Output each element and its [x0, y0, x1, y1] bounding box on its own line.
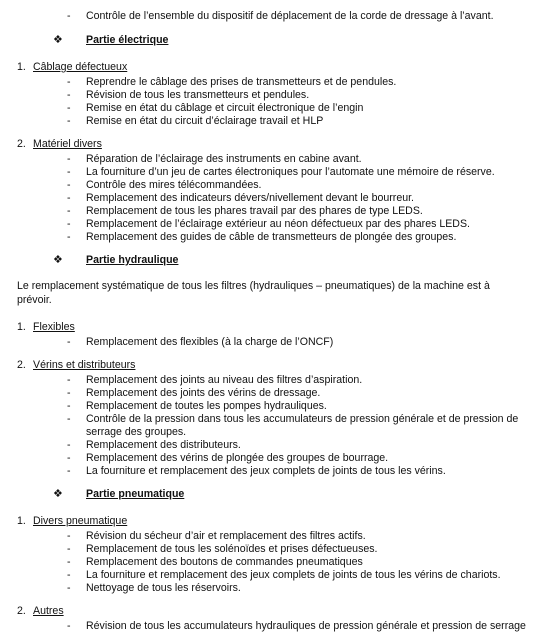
list-item: Remise en état du circuit d’éclairage travail et HLP [86, 115, 324, 127]
group-number: 2. [17, 138, 26, 150]
list-dash: - [67, 556, 71, 568]
list-dash: - [67, 166, 71, 178]
list-dash: - [67, 452, 71, 464]
list-dash: - [67, 192, 71, 204]
list-item: Remplacement des guides de câble de transmetteurs de plongée des groupes. [86, 231, 457, 243]
list-item: Révision de tous les transmetteurs et pendules. [86, 89, 310, 101]
list-item: La fourniture d’un jeu de cartes électroniques pour l’automate une mémoire de réserve. [86, 166, 495, 178]
list-dash: - [67, 231, 71, 243]
list-item: Contrôle de la pression dans tous les accumulateurs de pression générale et de pression de [86, 413, 519, 425]
list-item: Remise en état du câblage et circuit électronique de l’engin [86, 102, 364, 114]
list-item: Remplacement des joints des vérins de dressage. [86, 387, 321, 399]
list-dash: - [67, 115, 71, 127]
section-heading-hydraulique: Partie hydraulique [86, 254, 179, 266]
list-dash: - [67, 179, 71, 191]
list-item: Remplacement des distributeurs. [86, 439, 241, 451]
group-title-materiel: Matériel divers [33, 138, 102, 150]
section-heading-pneumatique: Partie pneumatique [86, 488, 185, 500]
group-number: 1. [17, 61, 26, 73]
list-item: Révision du sécheur d’air et remplacement des filtres actifs. [86, 530, 366, 542]
list-dash: - [67, 336, 71, 348]
list-dash: - [67, 465, 71, 477]
list-dash: - [67, 439, 71, 451]
group-title-divers-pneumatique: Divers pneumatique [33, 515, 128, 527]
list-dash: - [67, 387, 71, 399]
list-item: Remplacement des vérins de plongée des groupes de bourrage. [86, 452, 389, 464]
list-dash: - [67, 413, 71, 425]
list-dash: - [67, 530, 71, 542]
list-item: Nettoyage de tous les réservoirs. [86, 582, 241, 594]
list-dash: - [67, 153, 71, 165]
list-item: La fourniture et remplacement des jeux complets de joints de tous les vérins de chariots. [86, 569, 501, 581]
list-item: Remplacement de tous les solénoïdes et prises défectueuses. [86, 543, 378, 555]
list-item: Contrôle de l’ensemble du dispositif de déplacement de la corde de dressage à l’avant. [86, 10, 494, 22]
section-heading-electrique: Partie électrique [86, 34, 169, 46]
group-title-cablage: Câblage défectueux [33, 61, 128, 73]
group-number: 2. [17, 605, 26, 617]
group-number: 2. [17, 359, 26, 371]
diamond-bullet-icon: ❖ [53, 33, 63, 46]
diamond-bullet-icon: ❖ [53, 487, 63, 500]
list-item: Remplacement des flexibles (à la charge de l’ONCF) [86, 336, 334, 348]
list-dash: - [67, 620, 71, 632]
paragraph-line: Le remplacement systématique de tous les filtres (hydrauliques – pneumatiques) de la machine est à [17, 280, 490, 292]
list-item: Remplacement des joints au niveau des filtres d’aspiration. [86, 374, 363, 386]
group-title-verins: Vérins et distributeurs [33, 359, 136, 371]
list-item: La fourniture et remplacement des jeux complets de joints de tous les vérins. [86, 465, 446, 477]
list-dash: - [67, 76, 71, 88]
list-dash: - [67, 205, 71, 217]
list-item: Révision de tous les accumulateurs hydrauliques de pression générale et pression de serrage [86, 620, 526, 632]
list-dash: - [67, 374, 71, 386]
list-item: Remplacement de tous les phares travail par des phares de type LEDS. [86, 205, 423, 217]
list-dash: - [67, 400, 71, 412]
list-item: Remplacement des indicateurs dévers/nivellement devant le bourreur. [86, 192, 414, 204]
list-item: Reprendre le câblage des prises de transmetteurs et de pendules. [86, 76, 397, 88]
group-title-autres: Autres [33, 605, 64, 617]
list-dash: - [67, 582, 71, 594]
list-dash: - [67, 89, 71, 101]
group-title-flexibles: Flexibles [33, 321, 75, 333]
list-item: Remplacement de l’éclairage extérieur au néon défectueux par des phares LEDS. [86, 218, 470, 230]
group-number: 1. [17, 515, 26, 527]
list-item: Réparation de l’éclairage des instruments en cabine avant. [86, 153, 362, 165]
paragraph-line: prévoir. [17, 294, 52, 306]
list-item: Contrôle des mires télécommandées. [86, 179, 262, 191]
list-dash: - [67, 543, 71, 555]
group-number: 1. [17, 321, 26, 333]
list-item-continuation: serrage des groupes. [86, 426, 187, 438]
list-dash: - [67, 218, 71, 230]
list-item: Remplacement de toutes les pompes hydrauliques. [86, 400, 327, 412]
diamond-bullet-icon: ❖ [53, 253, 63, 266]
list-dash: - [67, 10, 71, 22]
list-dash: - [67, 102, 71, 114]
list-dash: - [67, 569, 71, 581]
list-item: Remplacement des boutons de commandes pneumatiques [86, 556, 363, 568]
